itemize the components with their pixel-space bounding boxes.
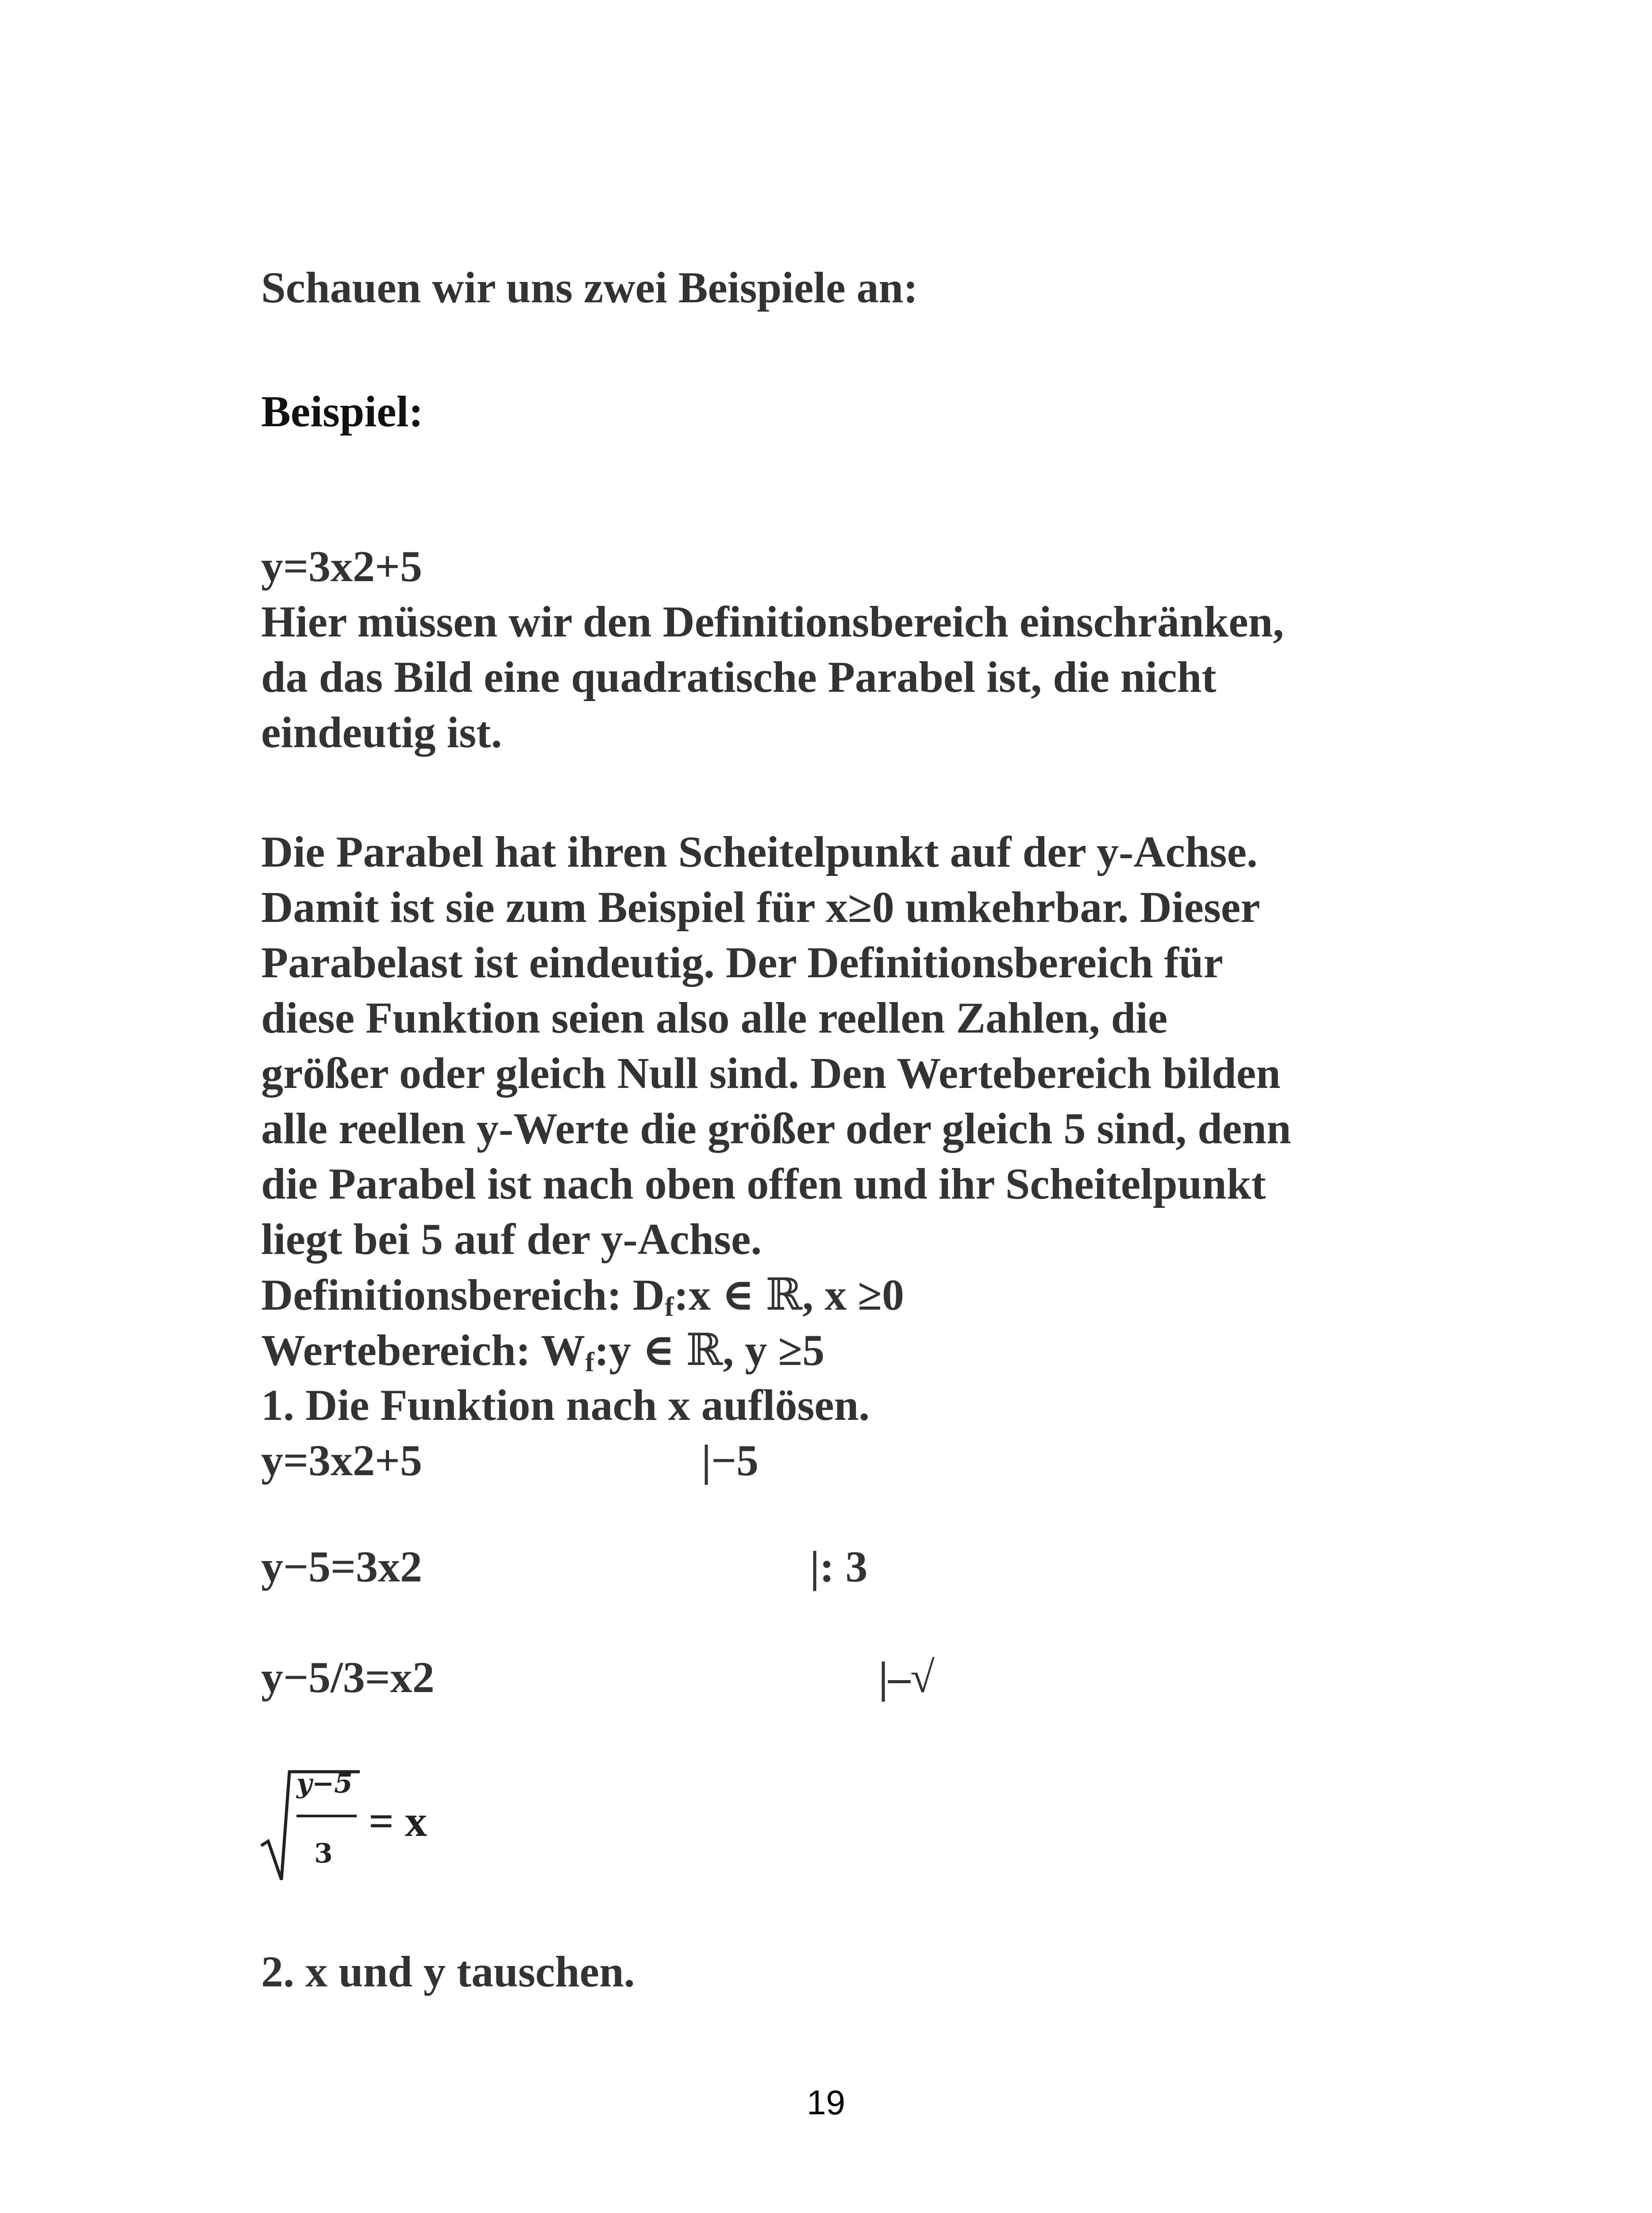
page-number: 19: [807, 2083, 845, 2122]
definitionsbereich-condition: , x ≥0: [802, 1270, 904, 1319]
definitionsbereich-line: [261, 1268, 904, 1322]
fraction-denominator: 3: [314, 1838, 333, 1869]
definitionsbereich-label: Definitionsbereich: D: [261, 1270, 665, 1319]
wertebereich-condition: , y ≥5: [723, 1326, 825, 1375]
paragraph-2-line-8: liegt bei 5 auf der y-Achse.: [261, 1214, 762, 1264]
paragraph-2-line-1: Die Parabel hat ihren Scheitelpunkt auf der y-Achse.: [261, 827, 1258, 876]
fraction-numerator: y−5: [297, 1768, 353, 1799]
equation-2-operation: |: 3: [810, 1542, 868, 1591]
root-equation-rhs: = x: [369, 1797, 427, 1846]
paragraph-2-line-4: diese Funktion seien also alle reellen Zahlen, die: [261, 993, 1168, 1042]
section-heading: Schauen wir uns zwei Beispiele an:: [261, 263, 918, 312]
example-label: Beispiel:: [261, 387, 424, 436]
paragraph-1-line-3: eindeutig ist.: [261, 708, 502, 757]
paragraph-2-line-7: die Parabel ist nach oben offen und ihr Scheitelpunkt: [261, 1159, 1266, 1208]
real-numbers-symbol: ℝ: [686, 1324, 723, 1376]
step-1-heading: 1. Die Funktion nach x auflösen.: [261, 1380, 870, 1430]
equation-3-lhs: y−5/3=x2: [261, 1653, 435, 1702]
paragraph-1-line-2: da das Bild eine quadratische Parabel ist, die nicht: [261, 652, 1217, 702]
real-numbers-symbol: ℝ: [765, 1268, 803, 1320]
paragraph-1-line-1: Hier müssen wir den Definitionsbereich einschränken,: [261, 597, 1284, 646]
paragraph-2-line-5: größer oder gleich Null sind. Den Wertebereich bilden: [261, 1049, 1281, 1098]
wertebereich-rest: :y ∈: [594, 1326, 686, 1375]
equation-1-lhs: y=3x2+5: [261, 1436, 422, 1485]
step-2-heading: 2. x und y tauschen.: [261, 1947, 635, 1996]
paragraph-2-line-6: alle reellen y-Werte die größer oder gleich 5 sind, denn: [261, 1104, 1291, 1153]
equation-1-operation: |−5: [701, 1436, 759, 1485]
wertebereich-subscript: f: [585, 1347, 594, 1377]
function-statement: y=3x2+5: [261, 542, 422, 591]
definitionsbereich-rest: :x ∈: [674, 1270, 766, 1319]
equation-3-operation: |–√: [878, 1653, 935, 1702]
wertebereich-line: [261, 1324, 825, 1377]
definitionsbereich-subscript: f: [664, 1292, 674, 1322]
paragraph-2-line-3: Parabelast ist eindeutig. Der Definitionsbereich für: [261, 938, 1223, 987]
equation-2-lhs: y−5=3x2: [261, 1542, 422, 1591]
paragraph-2-line-2: Damit ist sie zum Beispiel für x≥0 umkehrbar. Dieser: [261, 883, 1260, 932]
root-equation: [260, 1764, 446, 1883]
wertebereich-label: Wertebereich: W: [261, 1326, 585, 1375]
